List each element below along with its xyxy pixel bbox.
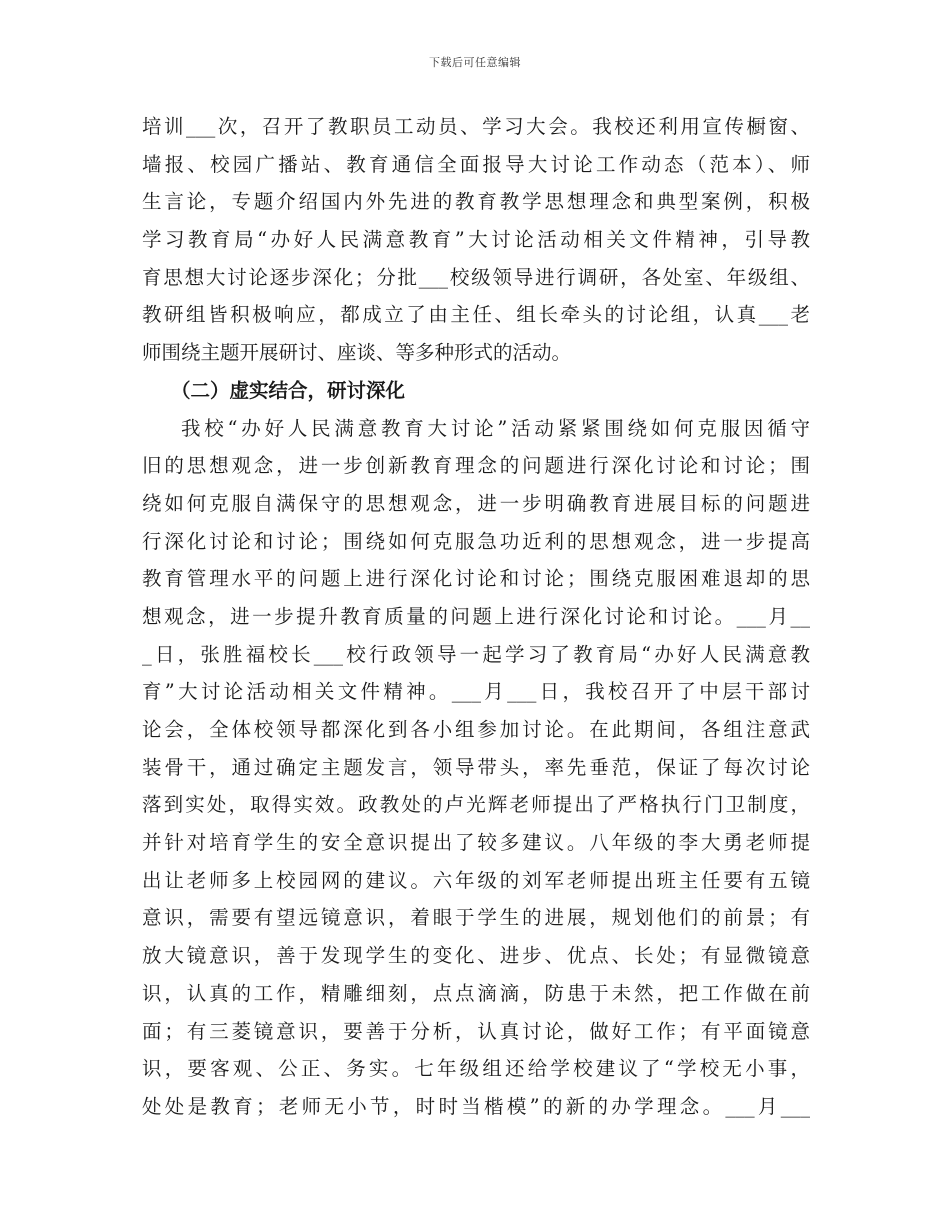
text-line: 处处是教育；老师无小节，时时当楷模”的新的办学理念。___月___ bbox=[142, 1094, 810, 1118]
text-line: 学习教育局“办好人民满意教育”大讨论活动相关文件精神，引导教 bbox=[142, 228, 810, 252]
text-line: 落到实处，取得实效。政教处的卢光辉老师提出了严格执行门卫制度， bbox=[142, 793, 810, 817]
text-line: 育思想大讨论逐步深化；分批___校级领导进行调研，各处室、年级组、 bbox=[142, 265, 810, 289]
text-line: 绕如何克服自满保守的思想观念，进一步明确教育进展目标的问题进 bbox=[142, 491, 810, 515]
text-line: 并针对培育学生的安全意识提出了较多建议。八年级的李大勇老师提 bbox=[142, 831, 810, 855]
text-line: 旧的思想观念，进一步创新教育理念的问题进行深化讨论和讨论；围 bbox=[142, 454, 810, 478]
text-line: 我校“办好人民满意教育大讨论”活动紧紧围绕如何克服因循守 bbox=[181, 416, 810, 440]
text-line: 放大镜意识，善于发现学生的变化、进步、优点、长处；有显微镜意 bbox=[142, 944, 810, 968]
document-body bbox=[142, 108, 810, 1126]
text-line: 教育管理水平的问题上进行深化讨论和讨论；围绕克服困难退却的思 bbox=[142, 567, 810, 591]
text-line: _日，张胜福校长___校行政领导一起学习了教育局“办好人民满意教 bbox=[142, 642, 810, 666]
text-line: 意识，需要有望远镜意识，着眼于学生的进展，规划他们的前景；有 bbox=[142, 906, 810, 930]
text-line: 生言论，专题介绍国内外先进的教育教学思想理念和典型案例，积极 bbox=[142, 190, 810, 214]
text-line: 想观念，进一步提升教育质量的问题上进行深化讨论和讨论。___月__ bbox=[142, 604, 810, 628]
text-line: 行深化讨论和讨论；围绕如何克服急功近利的思想观念，进一步提高 bbox=[142, 529, 810, 553]
text-line: 培训___次，召开了教职员工动员、学习大会。我校还利用宣传橱窗、 bbox=[142, 115, 810, 138]
page-header: 下载后可任意编辑 bbox=[429, 56, 521, 69]
text-line: 师围绕主题开展研讨、座谈、等多种形式的活动。 bbox=[142, 341, 572, 365]
text-line: 育”大讨论活动相关文件精神。___月___日，我校召开了中层干部讨 bbox=[142, 680, 810, 704]
text-line: 出让老师多上校园网的建议。六年级的刘军老师提出班主任要有五镜 bbox=[142, 868, 810, 892]
text-line: 识，认真的工作，精雕细刻，点点滴滴，防患于未然，把工作做在前 bbox=[142, 981, 810, 1005]
text-line: 墙报、校园广播站、教育通信全面报导大讨论工作动态（范本）、师 bbox=[142, 152, 810, 176]
text-line: 面；有三菱镜意识，要善于分析，认真讨论，做好工作；有平面镜意 bbox=[142, 1019, 810, 1043]
text-line: 论会，全体校领导都深化到各小组参加讨论。在此期间，各组注意武 bbox=[142, 718, 810, 741]
section-heading: （二）虚实结合，研讨深化 bbox=[171, 378, 406, 402]
text-line: 装骨干，通过确定主题发言，领导带头，率先垂范，保证了每次讨论 bbox=[142, 755, 810, 779]
text-line: 识，要客观、公正、务实。七年级组还给学校建议了“学校无小事， bbox=[142, 1057, 810, 1081]
text-line: 教研组皆积极响应，都成立了由主任、组长牵头的讨论组，认真___老 bbox=[142, 303, 810, 327]
